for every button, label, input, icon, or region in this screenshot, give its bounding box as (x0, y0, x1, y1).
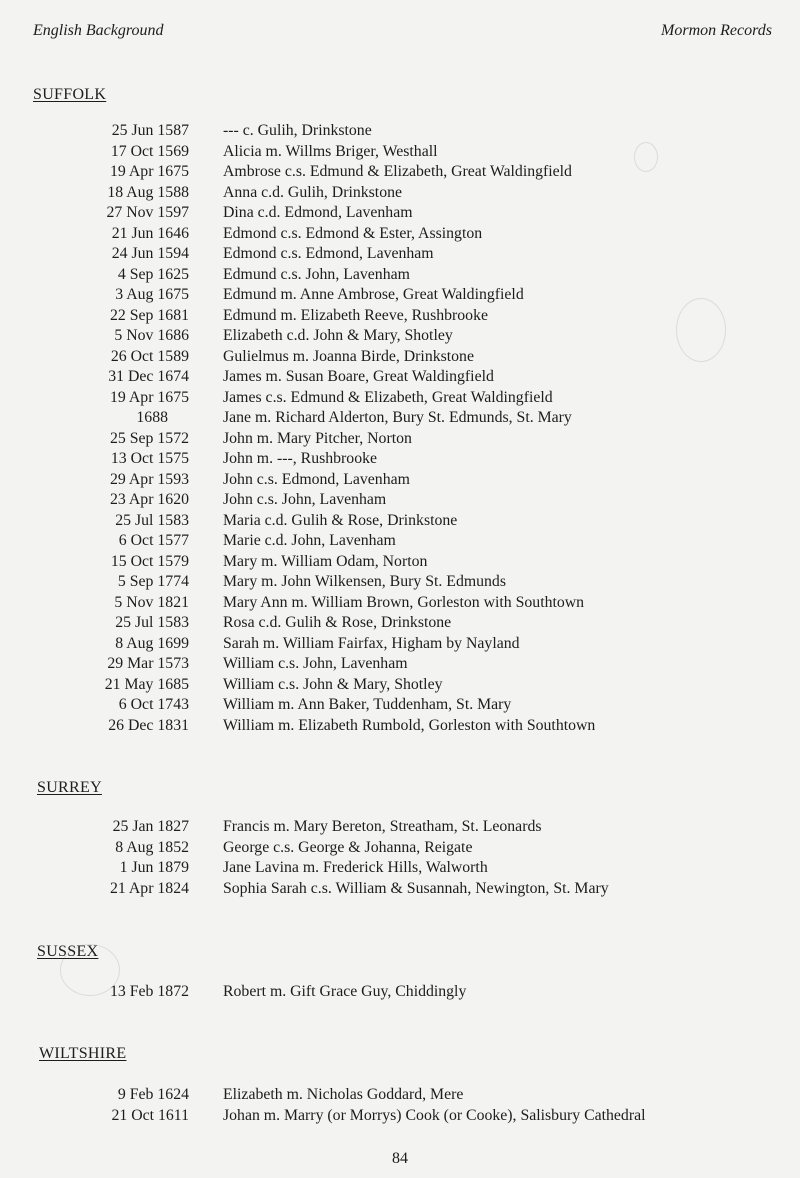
record-row (0, 204, 800, 225)
record-row (0, 655, 800, 676)
record-date: 6 Oct 1743 (118, 696, 189, 713)
record-row (0, 225, 800, 246)
record-row (0, 573, 800, 594)
record-date: 21 Apr 1824 (110, 879, 189, 897)
county-heading-suffolk: SUFFOLK (33, 86, 107, 103)
record-row (0, 184, 800, 205)
record-date: 6 Oct 1577 (118, 532, 189, 549)
record-text: Mary m. William Odam, Norton (223, 552, 428, 570)
record-date: 21 Jun 1646 (111, 224, 189, 242)
record-text: Dina c.d. Edmond, Lavenham (223, 204, 413, 221)
county-heading-surrey: SURREY (37, 779, 102, 796)
record-date: 13 Oct 1575 (110, 450, 189, 467)
record-text: Anna c.d. Gulih, Drinkstone (223, 183, 403, 201)
record-row (0, 327, 800, 348)
record-text: Maria c.d. Gulih & Rose, Drinkstone (223, 511, 458, 529)
record-date: 26 Dec 1831 (108, 716, 189, 734)
record-text: William m. Ann Baker, Tuddenham, St. Mary (223, 696, 512, 713)
running-header-left: English Background (33, 22, 164, 39)
entry-list (0, 818, 800, 900)
record-date: 25 Jan 1827 (112, 818, 189, 835)
record-date: 18 Aug 1588 (107, 183, 189, 201)
record-date: 9 Feb 1624 (117, 1086, 189, 1103)
record-row (0, 245, 800, 266)
county-heading-sussex: SUSSEX (37, 943, 99, 960)
record-date: 3 Aug 1675 (115, 286, 189, 303)
record-date: 4 Sep 1625 (117, 265, 189, 283)
record-row (0, 717, 800, 738)
record-text: Mary Ann m. William Brown, Gorleston with Southtown (223, 593, 585, 611)
record-date: 26 Oct 1589 (110, 347, 189, 365)
record-date: 25 Jul 1583 (115, 614, 189, 631)
record-text: John m. Mary Pitcher, Norton (223, 429, 412, 447)
record-text: Edmund m. Anne Ambrose, Great Waldingfield (223, 286, 524, 303)
record-text: William c.s. John, Lavenham (223, 655, 408, 672)
record-text: Johan m. Marry (or Morrys) Cook (or Cooke), Salisbury Cathedral (223, 1106, 646, 1124)
record-date: 29 Apr 1593 (110, 470, 189, 488)
record-date: 5 Sep 1774 (117, 573, 189, 590)
record-date: 5 Nov 1686 (114, 327, 189, 344)
record-text: Jane Lavina m. Frederick Hills, Walworth (223, 859, 488, 876)
record-row (0, 409, 800, 430)
record-row (0, 880, 800, 901)
record-row (0, 614, 800, 635)
page-number: 84 (392, 1150, 408, 1167)
record-date: 8 Aug 1852 (115, 838, 189, 856)
record-text: William c.s. John & Mary, Shotley (223, 675, 443, 693)
record-row (0, 1107, 800, 1128)
record-text: Mary m. John Wilkensen, Bury St. Edmunds (223, 573, 506, 590)
record-text: Alicia m. Willms Briger, Westhall (223, 142, 438, 160)
record-date: 1688 (136, 409, 168, 426)
record-text: John m. ---, Rushbrooke (223, 450, 378, 467)
record-date: 19 Apr 1675 (110, 163, 189, 180)
record-row (0, 983, 800, 1004)
record-date: 31 Dec 1674 (108, 368, 189, 385)
record-date: 8 Aug 1699 (115, 634, 189, 652)
record-text: John c.s. John, Lavenham (223, 491, 387, 508)
record-row (0, 471, 800, 492)
record-row (0, 553, 800, 574)
record-text: Sarah m. William Fairfax, Higham by Nayland (223, 634, 520, 652)
record-row (0, 635, 800, 656)
record-row (0, 450, 800, 471)
record-date: 23 Apr 1620 (110, 491, 189, 508)
record-date: 17 Oct 1569 (110, 142, 189, 160)
record-row (0, 286, 800, 307)
record-row (0, 430, 800, 451)
record-date: 25 Sep 1572 (110, 429, 189, 447)
record-date: 1 Jun 1879 (119, 859, 189, 876)
record-text: William m. Elizabeth Rumbold, Gorleston with Southtown (223, 716, 596, 734)
record-text: Elizabeth c.d. John & Mary, Shotley (223, 327, 453, 344)
record-row (0, 122, 800, 143)
record-text: George c.s. George & Johanna, Reigate (223, 838, 473, 856)
record-row (0, 1086, 800, 1107)
record-row (0, 491, 800, 512)
record-row (0, 594, 800, 615)
record-text: Edmond c.s. Edmond, Lavenham (223, 245, 434, 262)
record-row (0, 307, 800, 328)
record-date: 22 Sep 1681 (110, 306, 189, 324)
record-text: Edmond c.s. Edmond & Ester, Assington (223, 224, 483, 242)
record-text: James m. Susan Boare, Great Waldingfield (223, 368, 494, 385)
record-row (0, 266, 800, 287)
record-date: 25 Jul 1583 (115, 511, 189, 529)
record-text: John c.s. Edmond, Lavenham (223, 470, 410, 488)
record-text: Rosa c.d. Gulih & Rose, Drinkstone (223, 614, 452, 631)
record-date: 19 Apr 1675 (110, 388, 189, 406)
record-text: Robert m. Gift Grace Guy, Chiddingly (223, 983, 467, 1000)
record-row (0, 676, 800, 697)
record-row (0, 696, 800, 717)
record-text: Francis m. Mary Bereton, Streatham, St. Leonards (223, 818, 542, 835)
record-text: Edmund m. Elizabeth Reeve, Rushbrooke (223, 306, 488, 324)
record-row (0, 859, 800, 880)
record-date: 29 Mar 1573 (107, 655, 189, 672)
record-date: 27 Nov 1597 (106, 204, 189, 221)
county-heading-wiltshire: WILTSHIRE (39, 1045, 127, 1062)
record-date: 15 Oct 1579 (110, 552, 189, 570)
record-text: Jane m. Richard Alderton, Bury St. Edmunds, St. Mary (223, 409, 572, 426)
record-date: 24 Jun 1594 (111, 245, 189, 262)
entry-list (0, 983, 800, 1004)
record-row (0, 389, 800, 410)
record-text: --- c. Gulih, Drinkstone (223, 122, 372, 139)
record-text: Gulielmus m. Joanna Birde, Drinkstone (223, 347, 474, 365)
record-date: 21 May 1685 (104, 675, 189, 693)
record-row (0, 818, 800, 839)
record-row (0, 348, 800, 369)
record-row (0, 163, 800, 184)
record-text: Sophia Sarah c.s. William & Susannah, Newington, St. Mary (223, 879, 609, 897)
record-row (0, 368, 800, 389)
entry-list (0, 1086, 800, 1127)
record-text: James c.s. Edmund & Elizabeth, Great Waldingfield (223, 388, 553, 406)
record-date: 5 Nov 1821 (114, 593, 189, 611)
record-row (0, 512, 800, 533)
record-date: 21 Oct 1611 (111, 1106, 189, 1124)
record-text: Ambrose c.s. Edmund & Elizabeth, Great Waldingfield (223, 163, 572, 180)
record-row (0, 532, 800, 553)
record-date: 13 Feb 1872 (110, 983, 189, 1000)
running-header-right: Mormon Records (661, 22, 772, 39)
record-date: 25 Jun 1587 (111, 122, 189, 139)
record-text: Marie c.d. John, Lavenham (223, 532, 396, 549)
entry-list (0, 122, 800, 737)
record-text: Elizabeth m. Nicholas Goddard, Mere (223, 1086, 464, 1103)
record-text: Edmund c.s. John, Lavenham (223, 265, 410, 283)
record-row (0, 839, 800, 860)
record-row (0, 143, 800, 164)
